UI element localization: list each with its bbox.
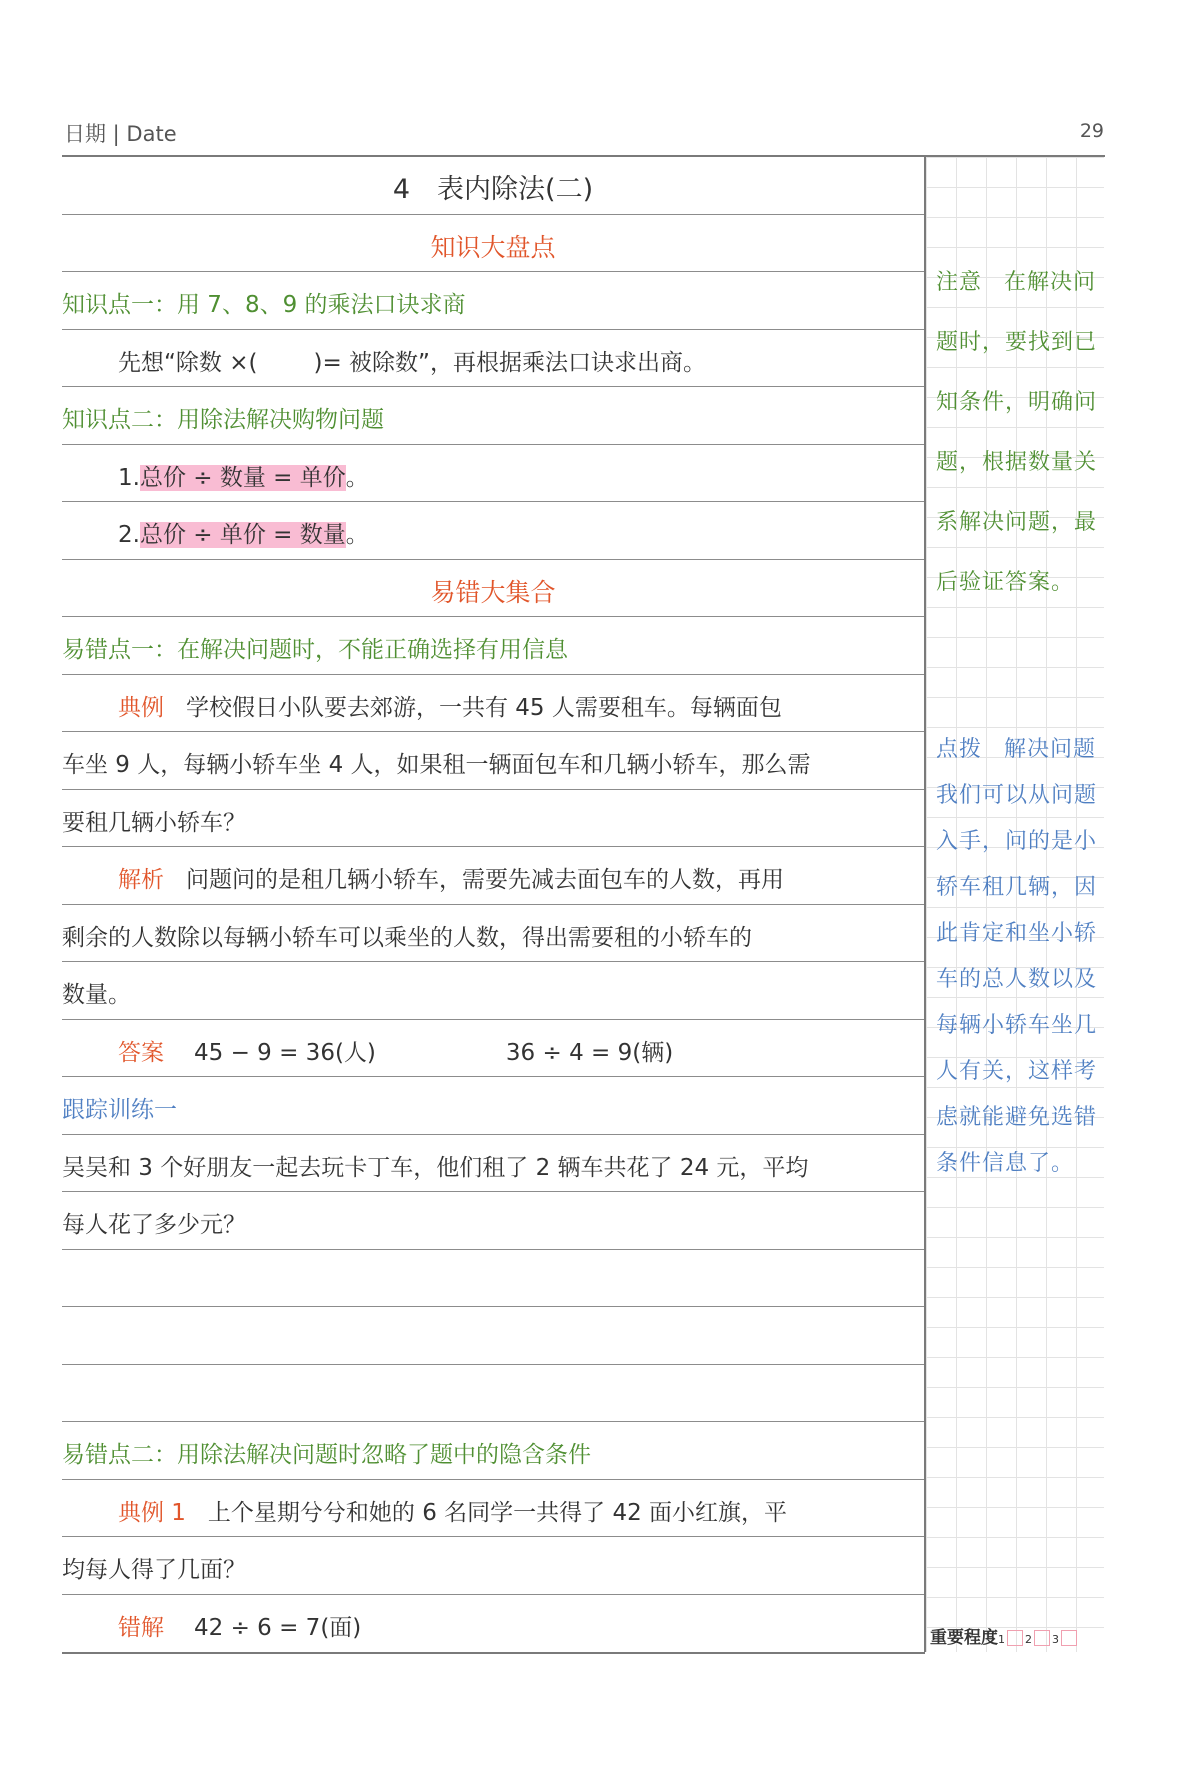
answer-blank-line-3 bbox=[62, 1365, 924, 1423]
margin-note-attention bbox=[936, 253, 1102, 613]
mistake-2-wrong-answer bbox=[62, 1595, 924, 1653]
mistake-1-analysis-line-3: 数量。 bbox=[62, 962, 924, 1020]
training-1-line-2: 每人花了多少元？ bbox=[62, 1192, 924, 1250]
section-mistakes-title: 易错大集合 bbox=[62, 560, 924, 618]
knowledge-point-1-title: 知识点一：用 7、8、9 的乘法口诀求商 bbox=[62, 272, 924, 330]
mistake-1-answer bbox=[62, 1020, 924, 1078]
mistake-1-example-line-3: 要租几辆小轿车？ bbox=[62, 790, 924, 848]
hint-text: 解决问题我们可以从问题入手，问的是小轿车租几辆，因此肯定和坐小轿车的总人数以及每辆小轿车坐几人有关，这样考虑就能避免选错条件信息了。 bbox=[936, 737, 1098, 1176]
margin-note-hint bbox=[936, 727, 1102, 1187]
importance-level-3: 3 bbox=[1052, 1633, 1059, 1646]
mistake-2-example-line-1 bbox=[62, 1480, 924, 1538]
kp2-item2-period: 。 bbox=[345, 522, 369, 548]
knowledge-point-2-item-2 bbox=[62, 502, 924, 560]
mistake-1-example-line-1 bbox=[62, 675, 924, 733]
importance-checkbox-2[interactable] bbox=[1034, 1630, 1050, 1646]
example-1-text-1: 上个星期兮兮和她的 6 名同学一共得了 42 面小红旗，平 bbox=[207, 1499, 788, 1526]
kp1-text-a: 先想“除数 ×( bbox=[118, 349, 258, 376]
kp1-text-b: )= 被除数”，再根据乘法口诀求出商。 bbox=[313, 349, 706, 376]
mistake-1-example-line-2: 车坐 9 人，每辆小轿车坐 4 人，如果租一辆面包车和几辆小轿车，那么需 bbox=[62, 732, 924, 790]
importance-checkbox-3[interactable] bbox=[1061, 1630, 1077, 1646]
knowledge-point-1-text bbox=[62, 330, 924, 388]
mistake-1-title: 易错点一：在解决问题时，不能正确选择有用信息 bbox=[62, 617, 924, 675]
mistake-1-analysis-line-1 bbox=[62, 847, 924, 905]
answer-equation-1: 45 − 9 = 36(人) bbox=[194, 1039, 376, 1066]
importance-level-1: 1 bbox=[998, 1633, 1005, 1646]
page-header bbox=[64, 118, 1104, 148]
kp2-item2-num: 2. bbox=[118, 522, 140, 548]
lesson-title: 4 表内除法(二) bbox=[62, 157, 924, 215]
answer-blank-line-1 bbox=[62, 1250, 924, 1308]
example-text-1: 学校假日小队要去郊游，一共有 45 人需要租车。每辆面包 bbox=[185, 694, 782, 721]
answer-equation-2: 36 ÷ 4 = 9(辆) bbox=[505, 1039, 674, 1066]
training-1-label: 跟踪训练一 bbox=[62, 1077, 924, 1135]
wrong-equation: 42 ÷ 6 = 7(面) bbox=[194, 1614, 362, 1641]
kp2-item1-formula: 总价 ÷ 数量 = 单价 bbox=[139, 464, 346, 491]
importance-rating bbox=[930, 1623, 1079, 1648]
margin-grid-column bbox=[924, 157, 1104, 1652]
analysis-label: 解析 bbox=[118, 867, 164, 893]
wrong-label: 错解 bbox=[118, 1614, 164, 1641]
importance-level-2: 2 bbox=[1025, 1633, 1032, 1646]
page-number: 29 bbox=[1079, 120, 1104, 142]
importance-label: 重要程度 bbox=[930, 1628, 998, 1648]
mistake-1-analysis-line-2: 剩余的人数除以每辆小轿车可以乘坐的人数，得出需要租的小轿车的 bbox=[62, 905, 924, 963]
answer-blank-line-2 bbox=[62, 1307, 924, 1365]
answer-label: 答案 bbox=[118, 1039, 164, 1066]
kp2-item1-num: 1. bbox=[118, 464, 140, 491]
attention-text: 在解决问题时，要找到已知条件，明确问题，根据数量关系解决问题，最后验证答案。 bbox=[936, 270, 1098, 595]
kp2-item1-period: 。 bbox=[345, 464, 369, 491]
section-knowledge-title: 知识大盘点 bbox=[62, 215, 924, 273]
importance-checkbox-1[interactable] bbox=[1007, 1630, 1023, 1646]
analysis-text-1: 问题问的是租几辆小轿车，需要先减去面包车的人数，再用 bbox=[185, 867, 784, 893]
hint-label: 点拨 bbox=[936, 737, 983, 762]
training-1-line-1: 吴吴和 3 个好朋友一起去玩卡丁车，他们租了 2 辆车共花了 24 元，平均 bbox=[62, 1135, 924, 1193]
notebook-main bbox=[62, 157, 924, 1652]
date-label: 日期 | Date bbox=[64, 122, 177, 146]
example-1-label: 典例 1 bbox=[118, 1499, 186, 1526]
mistake-2-example-line-2: 均每人得了几面？ bbox=[62, 1537, 924, 1595]
attention-label: 注意 bbox=[936, 270, 983, 295]
example-label: 典例 bbox=[118, 694, 164, 721]
knowledge-point-2-item-1 bbox=[62, 445, 924, 503]
knowledge-point-2-title: 知识点二：用除法解决购物问题 bbox=[62, 387, 924, 445]
bottom-rule bbox=[62, 1652, 925, 1654]
kp2-item2-formula: 总价 ÷ 单价 = 数量 bbox=[139, 522, 346, 548]
mistake-2-title: 易错点二：用除法解决问题时忽略了题中的隐含条件 bbox=[62, 1422, 924, 1480]
